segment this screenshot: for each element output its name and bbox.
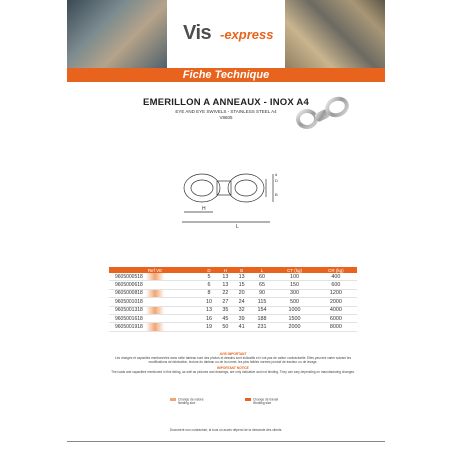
table-cell: 27 (217, 298, 233, 306)
header-photo-workshop (67, 0, 167, 72)
table-cell: 300 (274, 289, 315, 297)
table-cell: 400 (315, 273, 357, 281)
table-cell: 6 (201, 281, 217, 289)
notice-heading-en: IMPORTANT NOTICE (217, 366, 249, 370)
dim-label-d-upper: D (275, 178, 278, 183)
header (67, 0, 385, 72)
table-cell: 1000 (274, 306, 315, 314)
brand-logo (167, 0, 285, 72)
header-photo-screws (285, 0, 385, 72)
col-header: D (201, 267, 217, 273)
brand-suffix: -express (220, 27, 274, 42)
legend-sublabel: Working size (253, 400, 272, 405)
table-cell: 41 (234, 323, 250, 331)
table-cell: 65 (250, 281, 274, 289)
col-header: L (250, 267, 274, 273)
table-row (109, 273, 357, 281)
legend-swatch-nesting (170, 398, 176, 401)
table-cell-ref: 9605001618 (109, 314, 201, 322)
table-cell: 1200 (315, 289, 357, 297)
legend-swatch-working (245, 398, 251, 401)
table-row (109, 306, 357, 314)
col-header: B (234, 267, 250, 273)
table-cell: 39 (234, 314, 250, 322)
table-cell: 1500 (274, 314, 315, 322)
notice-text-en: The loads and capacities mentioned in this listing, as well as pictures and drawings, are only indicative and not binding. They can vary depending on manufacturing changes. (111, 370, 355, 374)
banner-title: Fiche Technique (182, 69, 270, 81)
table-cell: 188 (250, 314, 274, 322)
table-cell: 154 (250, 306, 274, 314)
table-cell: 24 (234, 298, 250, 306)
table-cell: 13 (217, 273, 233, 281)
dim-label-h: H (202, 206, 206, 212)
dim-label-d-lower: d (275, 172, 278, 177)
table-cell: 90 (250, 289, 274, 297)
table-cell: 2000 (315, 298, 357, 306)
spec-table (109, 267, 357, 332)
table-cell-ref: 9605001918 (109, 323, 201, 331)
table-cell: 35 (217, 306, 233, 314)
table-cell: 115 (250, 298, 274, 306)
table-cell: 50 (217, 323, 233, 331)
table-cell-ref: 9605000818 (109, 289, 201, 297)
table-row (109, 314, 357, 322)
col-header: H (217, 267, 233, 273)
table-cell: 13 (234, 273, 250, 281)
col-header: CR (kg) (315, 267, 357, 273)
table-cell: 13 (217, 281, 233, 289)
section-banner (67, 68, 385, 82)
table-cell: 20 (234, 289, 250, 297)
table-cell: 13 (201, 306, 217, 314)
table-row (109, 298, 357, 306)
table-row (109, 289, 357, 297)
table-cell: 600 (315, 281, 357, 289)
legend-label: Change de nature (178, 397, 204, 402)
table-cell: 8000 (315, 323, 357, 331)
notice-block (109, 352, 357, 374)
technical-drawing (180, 166, 280, 236)
table-cell: 2000 (274, 323, 315, 331)
table-cell: 19 (201, 323, 217, 331)
col-header: CT (kg) (274, 267, 315, 273)
table-cell: 150 (274, 281, 315, 289)
notice-text-fr: Les charges et capacités mentionnées dans cette tableau sont des photos et dessins sont indicatifs et n'ont pas de valeur contractuelle. Elles peuvent varier suivant les modifications de fabrication, lecture du tableau ou de la norme, les plus faibles normes produit de tracteur ou de levage. (114, 356, 352, 364)
footer-rule (67, 441, 385, 442)
table-cell-ref: 9605001018 (109, 298, 201, 306)
product-photo-swivel (295, 94, 353, 132)
table-cell-ref: 9605000518 (109, 273, 201, 281)
legend-right (245, 398, 278, 406)
table-cell: 10 (201, 298, 217, 306)
col-header: Ref VE (109, 267, 201, 273)
table-cell: 22 (217, 289, 233, 297)
table-cell: 8 (201, 289, 217, 297)
table-cell: 32 (234, 306, 250, 314)
product-title: EMERILLON A ANNEAUX - INOX A4 (143, 97, 309, 108)
table-cell: 4000 (315, 306, 357, 314)
table-row (109, 281, 357, 289)
table-cell-ref: 9605000618 (109, 281, 201, 289)
table-cell: 500 (274, 298, 315, 306)
notice-heading-fr: AVIS IMPORTANT (219, 352, 247, 356)
product-subtitle: EYE AND EYE SWIVELS - STAINLESS STEEL A4 (175, 109, 277, 114)
table-cell: 6000 (315, 314, 357, 322)
table-cell: 16 (201, 314, 217, 322)
dim-label-l: L (236, 224, 239, 230)
legend-sublabel: Nesting size (178, 400, 196, 405)
dim-label-b: B (275, 192, 278, 197)
table-cell: 45 (217, 314, 233, 322)
legend-label: Change de travail (253, 397, 278, 402)
table-row (109, 323, 357, 331)
product-ref: V8605 (219, 115, 233, 120)
table-cell: 60 (250, 273, 274, 281)
table-cell: 231 (250, 323, 274, 331)
table-cell: 15 (234, 281, 250, 289)
table-cell: 5 (201, 273, 217, 281)
table-cell: 100 (274, 273, 315, 281)
table-cell-ref: 9605001318 (109, 306, 201, 314)
legend-left (170, 398, 204, 406)
brand-name: Vis (183, 22, 212, 44)
footer-disclaimer: Document non contractuel, la tous un accès dépend de la demande des clients. (169, 428, 283, 432)
